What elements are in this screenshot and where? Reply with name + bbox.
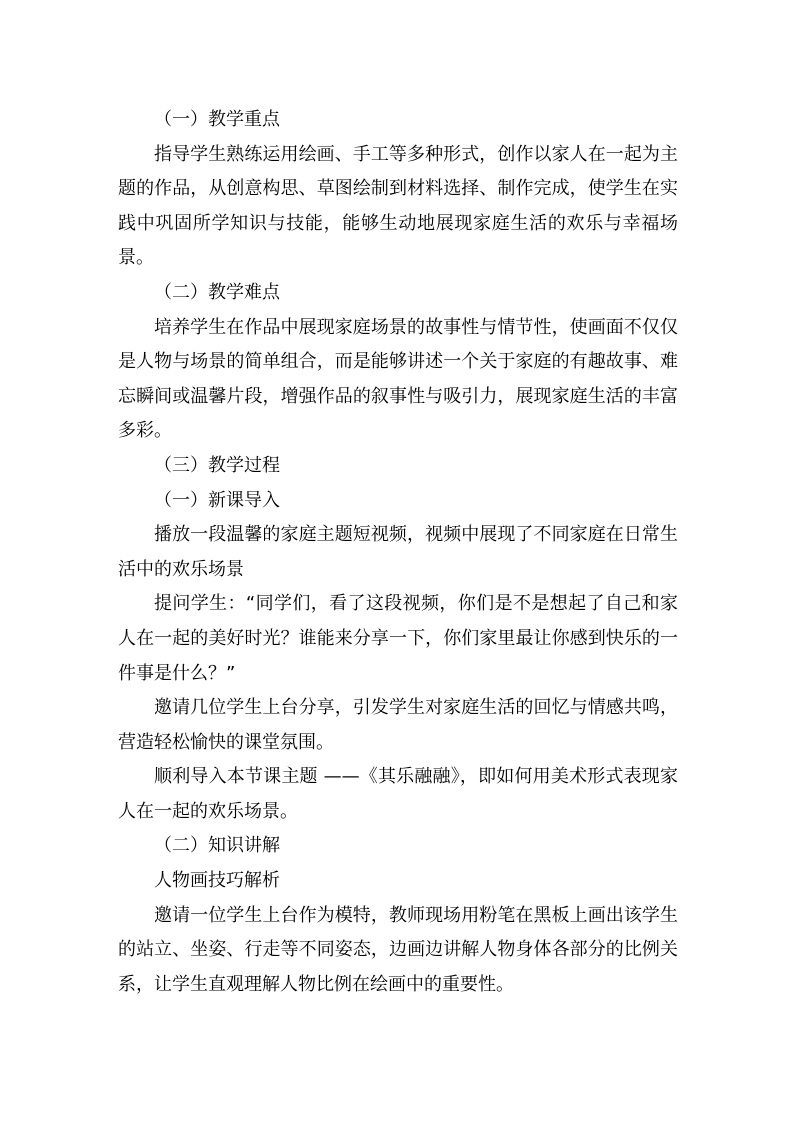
paragraph-topic: 顺利导入本节课主题 ——《其乐融融》，即如何用美术形式表现家人在一起的欢乐场景。 xyxy=(118,766,678,822)
section-heading-teaching-focus: （一）教学重点 xyxy=(154,109,280,130)
subsection-heading-knowledge: （二）知识讲解 xyxy=(154,835,280,857)
subsection-heading-introduction: （一）新课导入 xyxy=(154,489,280,511)
paragraph-teaching-difficulty: 培养学生在作品中展现家庭场景的故事性与情节性，使画面不仅仅是人物与场景的简单组合，而是能够讲述一个关于家庭的有趣故事、难忘瞬间或温馨片段，增强作品的叙事性与吸引力，展现家庭生活的丰富多彩。 xyxy=(118,316,678,442)
section-heading-teaching-process: （三）教学过程 xyxy=(154,454,280,476)
section-heading-teaching-difficulty: （二）教学难点 xyxy=(154,281,280,303)
document-body xyxy=(118,103,678,1002)
paragraph-sharing: 邀请几位学生上台分享，引发学生对家庭生活的回忆与情感共鸣，营造轻松愉快的课堂氛围。 xyxy=(118,697,678,753)
paragraph-teaching-focus: 指导学生熟练运用绘画、手工等多种形式，创作以家人在一起为主题的作品，从创意构思、草图绘制到材料选择、制作完成，使学生在实践中巩固所学知识与技能，能够生动地展现家庭生活的欢乐与幸福场景。 xyxy=(118,143,678,269)
subsection-heading-figure-drawing: 人物画技巧解析 xyxy=(154,870,280,892)
paragraph-video: 播放一段温馨的家庭主题短视频，视频中展现了不同家庭在日常生活中的欢乐场景 xyxy=(118,524,678,580)
paragraph-question: 提问学生：“同学们，看了这段视频，你们是不是想起了自己和家人在一起的美好时光？谁能来分享一下，你们家里最让你感到快乐的一件事是什么？” xyxy=(118,593,678,684)
paragraph-model-demo: 邀请一位学生上台作为模特，教师现场用粉笔在黑板上画出该学生的站立、坐姿、行走等不同姿态，边画边讲解人物身体各部分的比例关系，让学生直观理解人物比例在绘画中的重要性。 xyxy=(118,904,678,995)
